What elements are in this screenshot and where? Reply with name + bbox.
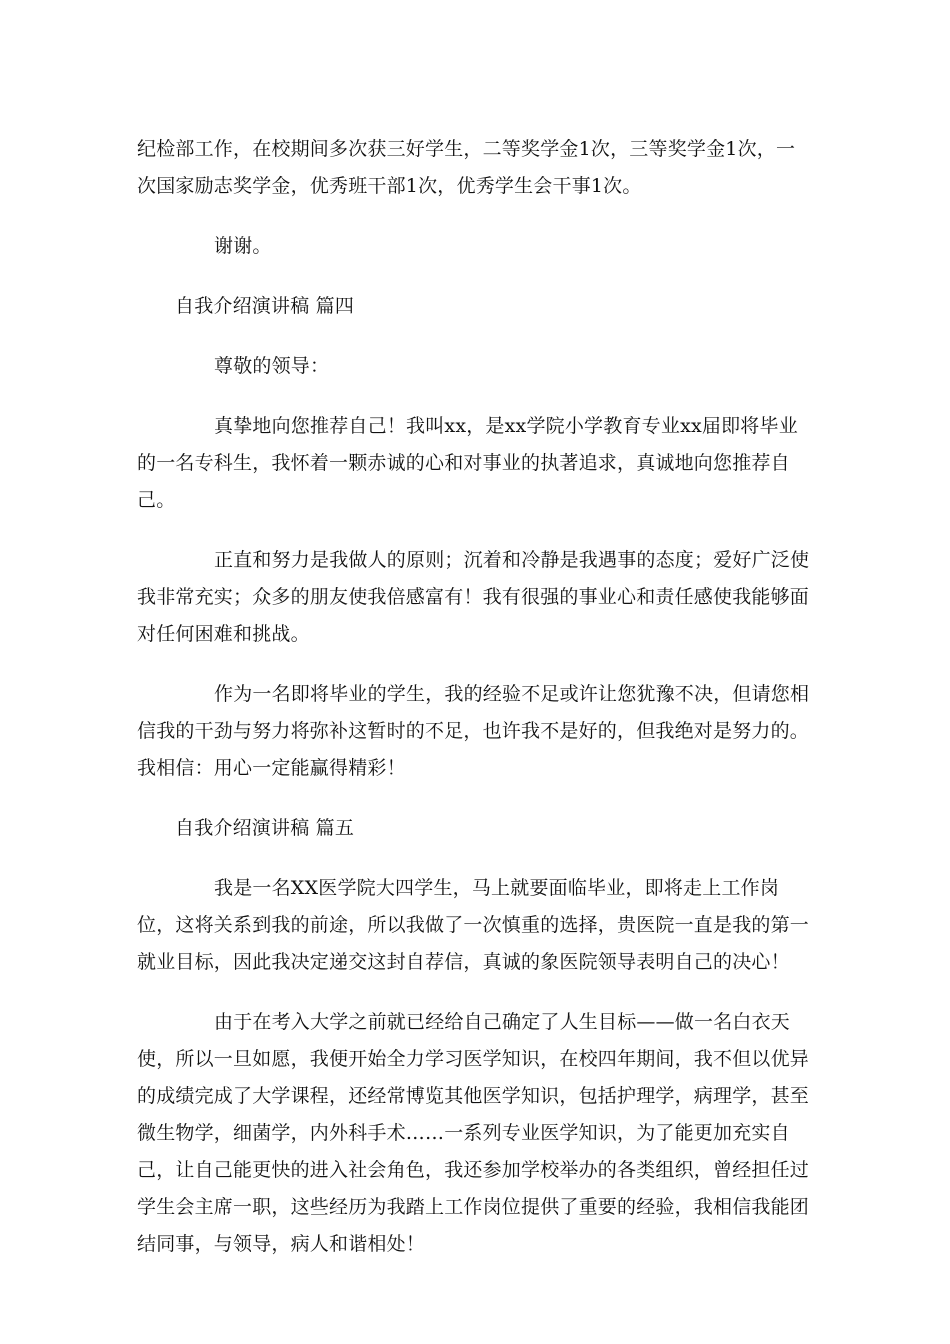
section-heading-part-five: 自我介绍演讲稿 篇五: [175, 817, 355, 839]
paragraph-principles: 正直和努力是我做人的原则；沉着和冷静是我遇事的态度；爱好广泛使我非常充实；众多的朋友使我倍感富有！我有很强的事业心和责任感使我能够面对任何困难和挑战。: [137, 549, 810, 645]
section-heading-part-four: 自我介绍演讲稿 篇四: [175, 295, 355, 317]
paragraph-awards: 纪检部工作，在校期间多次获三好学生，二等奖学金1次，三等奖学金1次，一次国家励志奖学金，优秀班干部1次，优秀学生会干事1次。: [137, 138, 796, 197]
paragraph-life-goal: 由于在考入大学之前就已经给自己确定了人生目标——做一名白衣天使，所以一旦如愿，我便开始全力学习医学知识，在校四年期间，我不但以优异的成绩完成了大学课程，还经常博览其他医学知识，包括护理学，病理学，甚至微生物学，细菌学，内外科手术……一系列专业医学知识，为了能更加充实自己，让自己能更快的进入社会角色，我还参加学校举办的各类组织，曾经担任过学生会主席一职，这些经历为我踏上工作岗位提供了重要的经验，我相信我能团结同事，与领导，病人和谐相处！: [137, 1011, 810, 1255]
paragraph-thanks: 谢谢。: [214, 235, 272, 257]
document-body: [137, 131, 813, 1286]
paragraph-medical-student: 我是一名XX医学院大四学生，马上就要面临毕业，即将走上工作岗位，这将关系到我的前途，所以我做了一次慎重的选择，贵医院一直是我的第一就业目标，因此我决定递交这封自荐信，真诚的象医院领导表明自己的决心！: [137, 877, 810, 973]
paragraph-effort: 作为一名即将毕业的学生，我的经验不足或许让您犹豫不决，但请您相信我的干劲与努力将弥补这暂时的不足，也许我不是好的，但我绝对是努力的。我相信：用心一定能赢得精彩！: [137, 683, 810, 779]
paragraph-self-recommendation: 真挚地向您推荐自己！我叫xx，是xx学院小学教育专业xx届即将毕业的一名专科生，我怀着一颗赤诚的心和对事业的执著追求，真诚地向您推荐自己。: [137, 415, 798, 511]
paragraph-salutation: 尊敬的领导：: [214, 355, 330, 377]
